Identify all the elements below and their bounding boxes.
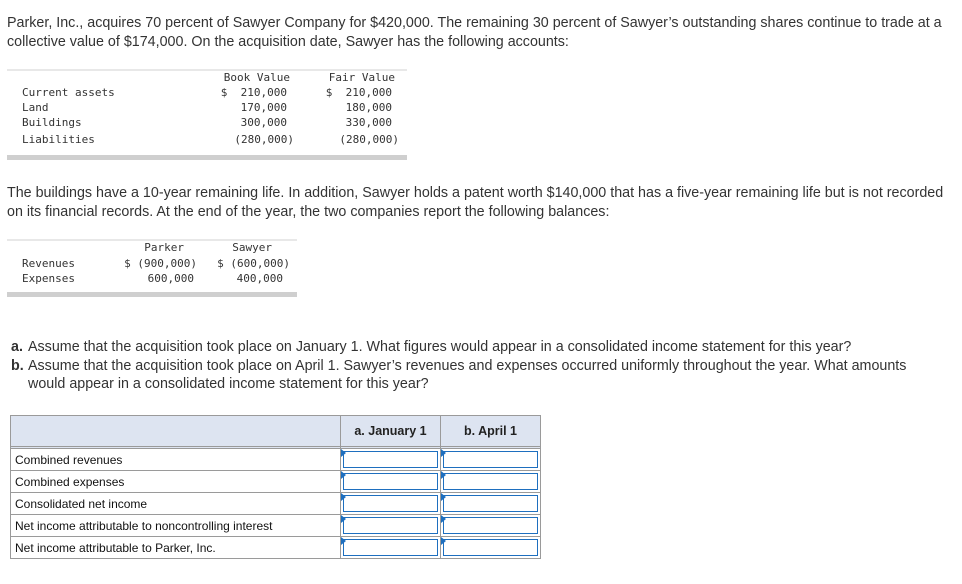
january-input-cell[interactable] [341, 493, 441, 515]
input-marker-icon [341, 537, 346, 545]
answer-row-parker-net-income [11, 537, 541, 559]
answer-row-consolidated-net-income [11, 493, 541, 515]
april-answer-input[interactable] [443, 517, 538, 534]
april-column-header: b. April 1 [441, 416, 541, 447]
parker-cell: $ (900,000) [124, 257, 197, 270]
parker-cell: 600,000 [147, 272, 194, 285]
account-label: Current assets [22, 86, 115, 99]
questions [11, 338, 946, 394]
april-input-cell[interactable] [441, 449, 541, 471]
table-bottom-rule [7, 292, 297, 297]
january-answer-input[interactable] [343, 517, 438, 534]
sawyer-cell: $ (600,000) [217, 257, 290, 270]
account-label: Liabilities [22, 133, 95, 146]
january-input-cell[interactable] [341, 515, 441, 537]
answer-header-row [11, 416, 541, 447]
april-input-cell[interactable] [441, 515, 541, 537]
january-column-header: a. January 1 [341, 416, 441, 447]
input-marker-icon [341, 471, 346, 479]
balance-label: Revenues [22, 257, 75, 270]
april-answer-input[interactable] [443, 539, 538, 556]
input-marker-icon [341, 449, 346, 457]
question-text: Assume that the acquisition took place on January 1. What figures would appear in a consolidated income statement for this year? [28, 339, 852, 355]
january-answer-input[interactable] [343, 451, 438, 468]
question-letter: b. [11, 357, 24, 374]
sawyer-header: Sawyer [232, 241, 272, 254]
fair-value-cell: $ 210,000 [325, 86, 392, 99]
input-marker-icon [441, 471, 446, 479]
accounts-table [7, 69, 407, 162]
answer-row-nci-net-income [11, 515, 541, 537]
account-label: Buildings [22, 116, 82, 129]
book-value-header: Book Value [223, 71, 290, 84]
input-marker-icon [441, 493, 446, 501]
question-a [11, 338, 946, 357]
problem-details: The buildings have a 10-year remaining life. In addition, Sawyer holds a patent worth $140,000 that has a five-year remaining life but is not recorded on its financial records. At the end of the year, the two companies report the following balances: [7, 185, 944, 220]
book-value-cell: (280,000) [234, 133, 294, 146]
input-marker-icon [441, 537, 446, 545]
january-input-cell[interactable] [341, 449, 441, 471]
april-input-cell[interactable] [441, 537, 541, 559]
fair-value-cell: 330,000 [345, 116, 392, 129]
row-label: Consolidated net income [11, 493, 341, 515]
input-marker-icon [341, 493, 346, 501]
january-input-cell[interactable] [341, 537, 441, 559]
question-text: Assume that the acquisition took place on April 1. Sawyer’s revenues and expenses occurred uniformly throughout the year. What amounts would appear in a consolidated income statement for this year? [28, 357, 907, 392]
book-value-cell: 300,000 [240, 116, 287, 129]
question-letter: a. [11, 339, 23, 355]
input-marker-icon [341, 515, 346, 523]
book-value-cell: 170,000 [240, 101, 287, 114]
january-answer-input[interactable] [343, 539, 438, 556]
row-label: Net income attributable to Parker, Inc. [11, 537, 341, 559]
row-label: Combined revenues [11, 449, 341, 471]
problem-intro: Parker, Inc., acquires 70 percent of Sawyer Company for $420,000. The remaining 30 percent of Sawyer’s outstanding shares continue to trade at a collective value of $174,000. On the acquisition date, Sawyer has the following accounts: [7, 15, 942, 50]
fair-value-cell: (280,000) [339, 133, 399, 146]
balances-table [7, 239, 297, 300]
sawyer-cell: 400,000 [236, 272, 283, 285]
january-answer-input[interactable] [343, 473, 438, 490]
april-answer-input[interactable] [443, 473, 538, 490]
answer-row-combined-revenues [11, 449, 541, 471]
input-marker-icon [441, 515, 446, 523]
table-bottom-rule [7, 155, 407, 160]
input-marker-icon [441, 449, 446, 457]
april-input-cell[interactable] [441, 471, 541, 493]
answer-row-combined-expenses [11, 471, 541, 493]
fair-value-header: Fair Value [328, 71, 395, 84]
fair-value-cell: 180,000 [345, 101, 392, 114]
account-label: Land [22, 101, 49, 114]
row-label: Combined expenses [11, 471, 341, 493]
april-answer-input[interactable] [443, 495, 538, 512]
april-input-cell[interactable] [441, 493, 541, 515]
answer-table [10, 415, 541, 559]
parker-header: Parker [144, 241, 184, 254]
answer-label-header [11, 416, 341, 447]
book-value-cell: $ 210,000 [220, 86, 287, 99]
january-answer-input[interactable] [343, 495, 438, 512]
balance-label: Expenses [22, 272, 75, 285]
april-answer-input[interactable] [443, 451, 538, 468]
row-label: Net income attributable to noncontrolling interest [11, 515, 341, 537]
question-b [11, 357, 946, 394]
january-input-cell[interactable] [341, 471, 441, 493]
